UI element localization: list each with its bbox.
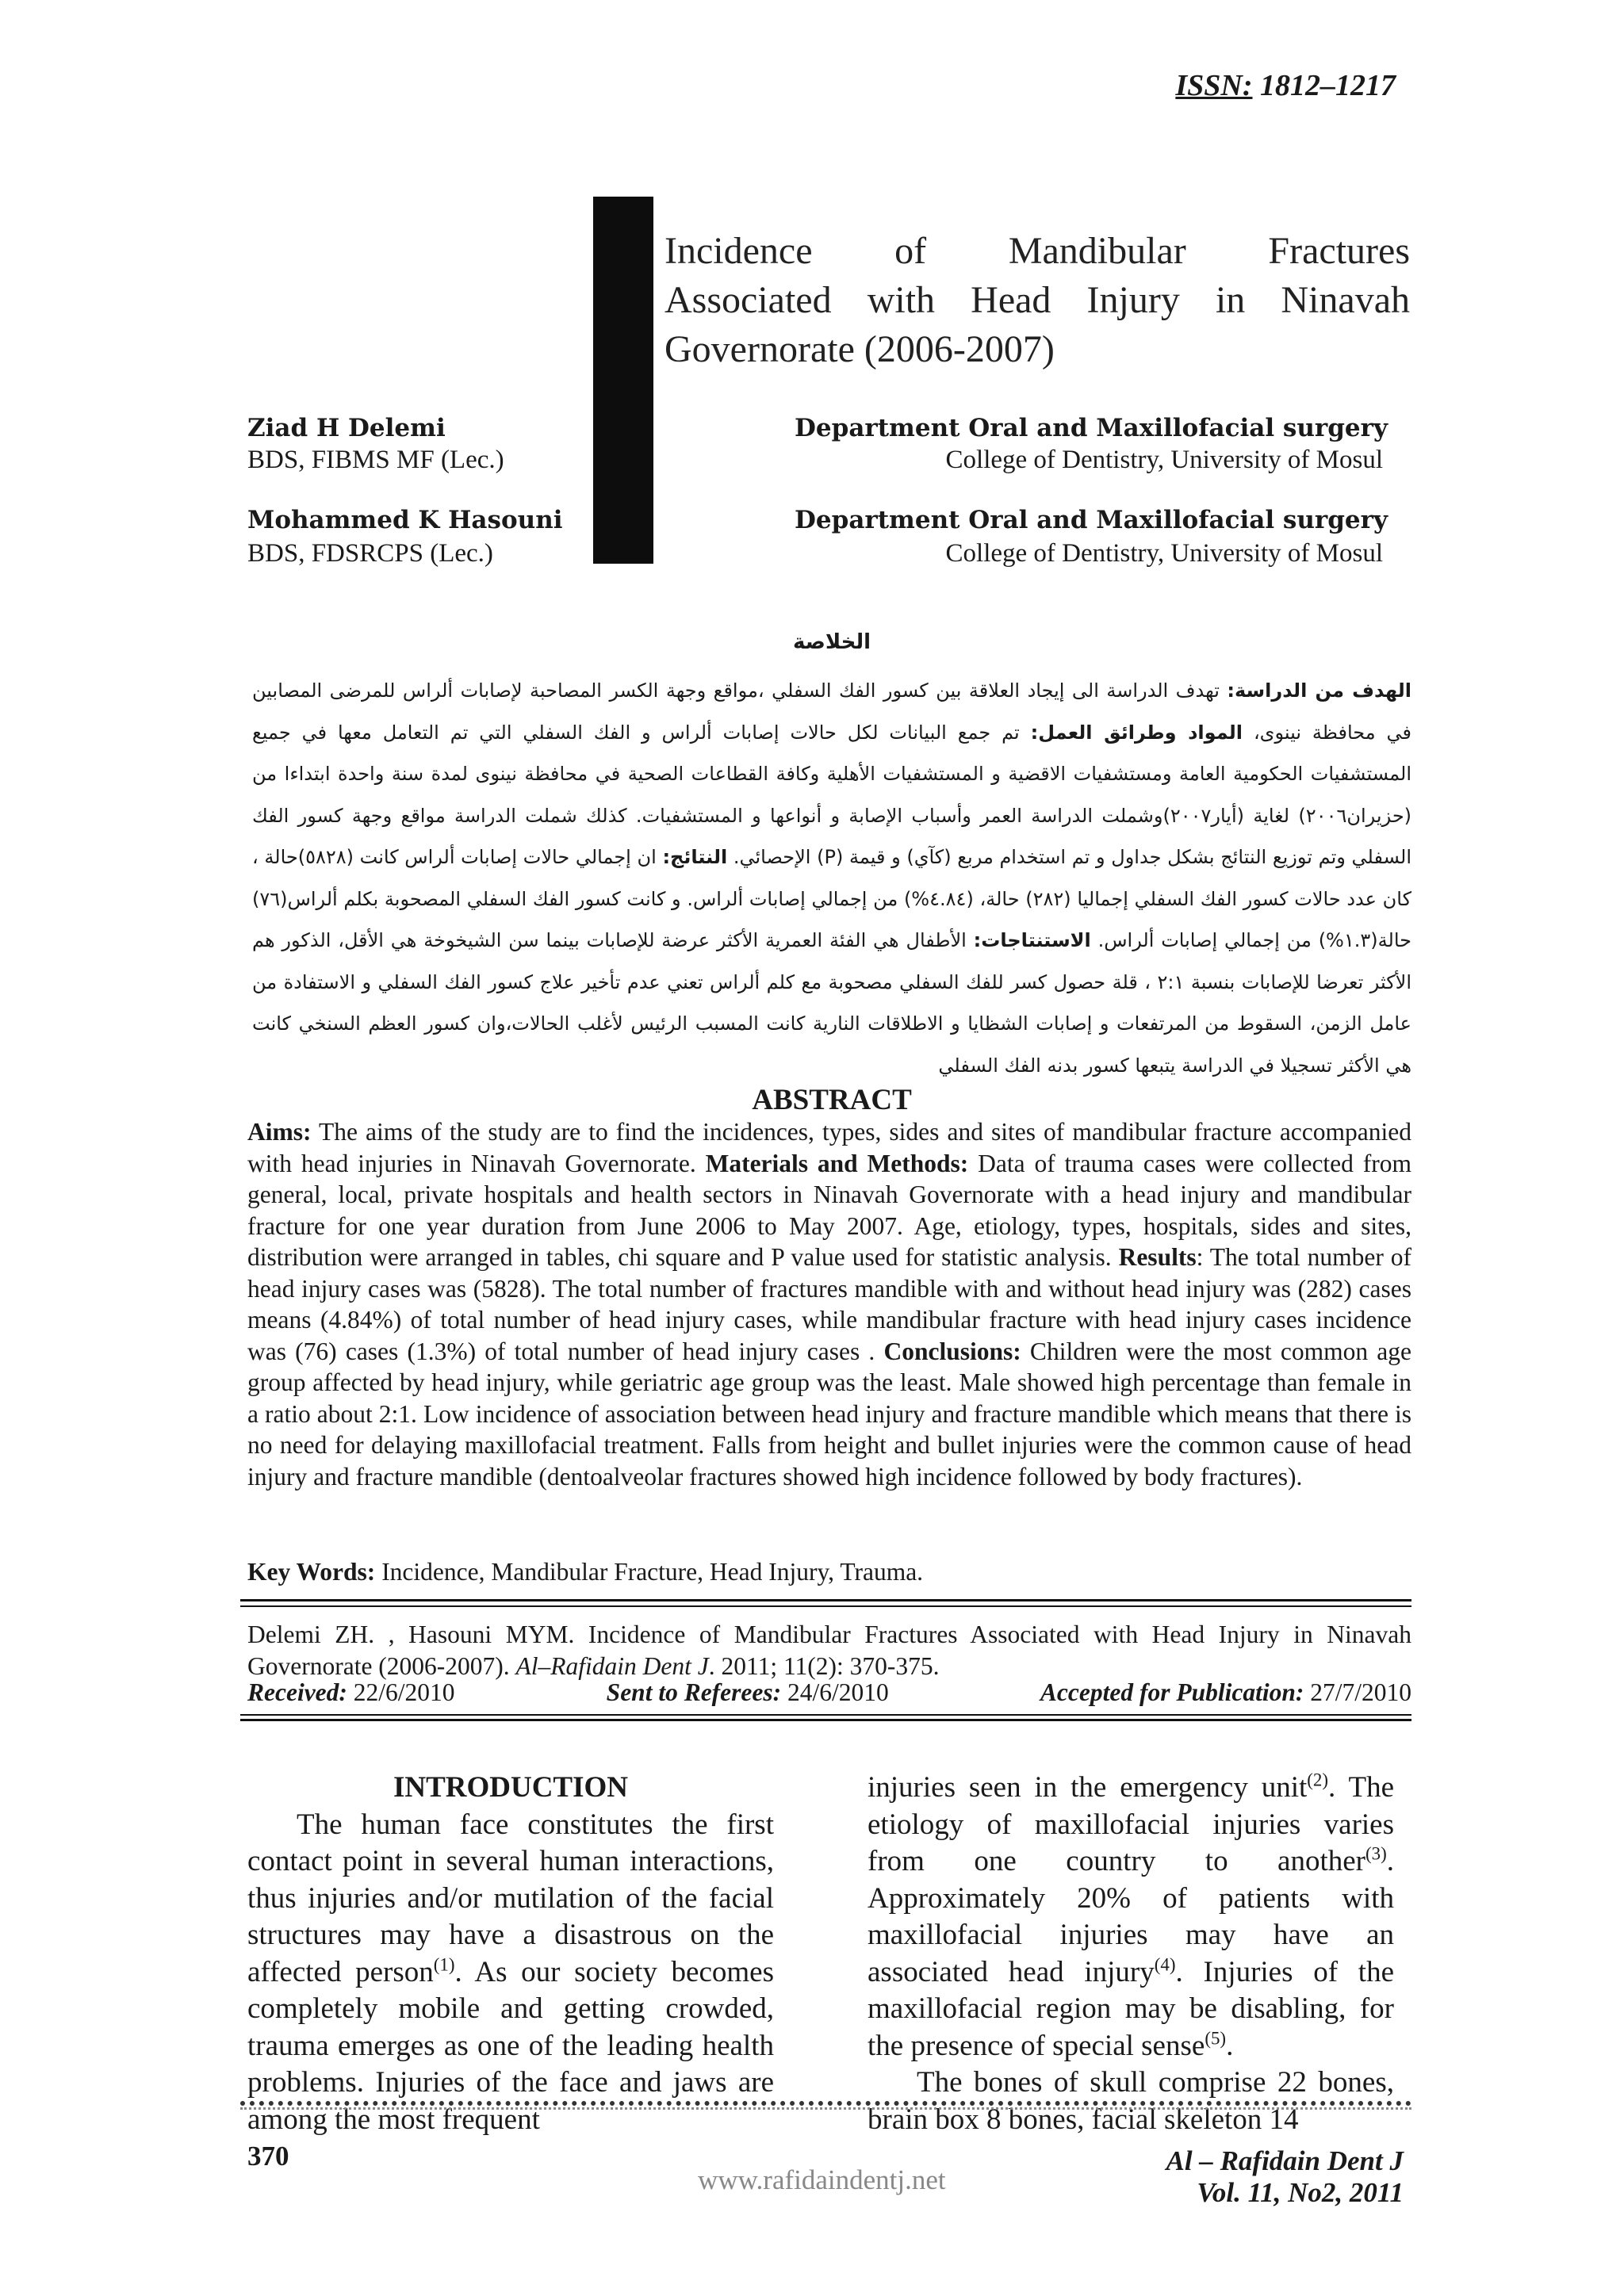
author-department: Department Oral and Maxillofacial surgery [795, 414, 1388, 442]
abstract-results-label: Results [1118, 1243, 1197, 1271]
abstract-methods-label: Materials and Methods: [705, 1149, 969, 1177]
citation-rule-top-thin [240, 1605, 1411, 1607]
abstract-aims-text: The aims of the study are to find the incidences, types, sides and sites of mandibular fracture accompanied with head injuries in Ninavah Governorate. [247, 1118, 1411, 1177]
intro-text: . The etiology of maxillofacial injuries varies from one country to another [868, 1771, 1394, 1877]
footer-divider [240, 2101, 1411, 2106]
reference-marker: (4) [1154, 1954, 1176, 1975]
arabic-methods-text: تم جمع البيانات لكل حالات إصابات ألراس و الفك السفلي التي تم التعامل معها في جميع المستشفيات الحكومية العامة ومستشفيات الاقضية و المستشفيات الأهلية وكافة القطاعات الصحية في محافظة نينوى لمدة سنة واحدة ابتداءا من (حزيران٢٠٠٦) لغاية (أيار٢٠٠٧)وشملت الدراسة العمر وأسباب الإصابة و أنواعها و المستشفيات. كذلك شملت الدراسة مواقع وجهة كسور الفك السفلي وتم توزيع النتائج بشكل جداول و تم استخدام مربع (كآي) و قيمة (P) الإحصائي. [252, 721, 1412, 868]
intro-paragraph [247, 1807, 774, 2139]
page-number: 370 [247, 2141, 289, 2172]
citation-rule-top [240, 1599, 1411, 1601]
abstract-aims-label: Aims: [247, 1118, 312, 1146]
intro-paragraph: The bones of skull comprise 22 bones, brain box 8 bones, facial skeleton 14 [868, 2066, 1394, 2136]
sent-value: 24/6/2010 [781, 1678, 889, 1706]
footer-divider-secondary [240, 2107, 1411, 2110]
accepted-date [1040, 1678, 1411, 1707]
publication-dates [247, 1678, 1411, 1707]
author-name: Ziad H Delemi [247, 414, 446, 442]
title-line: Governorate (2006-2007) [665, 328, 1055, 370]
citation-text: Delemi ZH. , Hasouni MYM. Incidence of Mandibular Fractures Associated with Head Injury in Ninavah Governorate (2006-2007). [247, 1621, 1411, 1680]
issn-value: 1812–1217 [1252, 69, 1396, 102]
intro-text: injuries seen in the emergency unit [868, 1771, 1308, 1804]
author-credentials: BDS, FIBMS MF (Lec.) [247, 446, 504, 474]
keywords [247, 1556, 1411, 1588]
keywords-label: Key Words: [247, 1558, 376, 1586]
abstract-body [247, 1116, 1411, 1492]
sent-date [607, 1678, 889, 1707]
journal-website: www.rafidaindentj.net [698, 2164, 946, 2195]
reference-marker: (2) [1307, 1770, 1329, 1790]
author-department: Department Oral and Maxillofacial surgery [795, 506, 1388, 534]
citation-rule-bottom-thin [240, 1714, 1411, 1716]
author-credentials: BDS, FDSRCPS (Lec.) [247, 539, 493, 568]
issn-label: ISSN: [1175, 69, 1253, 102]
arabic-results-label: النتائج: [662, 846, 728, 868]
title-line: Incidence of Mandibular Fractures [665, 230, 1410, 272]
intro-text: . As our society becomes completely mobile and getting crowded, trauma emerges as one of the leading health problems. Injuries of the face and jaws are among the most frequent [247, 1955, 774, 2136]
reference-marker: (1) [433, 1954, 455, 1975]
introduction-heading: INTRODUCTION [393, 1771, 629, 1804]
citation-details: . 2011; 11(2): 370-375. [708, 1651, 940, 1680]
arabic-aims-label: الهدف من الدراسة: [1227, 679, 1411, 702]
reference-marker: (3) [1365, 1843, 1387, 1864]
title-line: Associated with Head Injury in Ninavah [665, 279, 1410, 321]
arabic-conclusions-label: الاستنتاجات: [973, 929, 1091, 951]
intro-text: . Approximately 20% of patients with maxillofacial injuries may have an associated head injury [868, 1845, 1394, 1988]
arabic-aims-text: تهدف الدراسة الى إيجاد العلاقة بين كسور الفك السفلي ،مواقع وجهة الكسر المصاحبة لإصابات ألراس للمرضى المصابين في محافظة نينوى، [252, 679, 1411, 744]
journal-volume: Vol. 11, No2, 2011 [1197, 2177, 1404, 2208]
author-college: College of Dentistry, University of Mosul [945, 539, 1383, 568]
issn [1126, 68, 1396, 103]
abstract-heading: ABSTRACT [752, 1084, 912, 1116]
author-name: Mohammed K Hasouni [247, 506, 563, 534]
arabic-abstract [252, 670, 1411, 1086]
arabic-abstract-heading: الخلاصة [792, 630, 871, 654]
arabic-results-text: ان إجمالي حالات إصابات ألراس كانت (٥٨٢٨)حالة ، كان عدد حالات كسور الفك السفلي إجماليا (٢٨٢) حالة، (٤.٨٤%) من إجمالي إصابات ألراس. و كانت كسور الفك السفلي المصحوبة بكلم ألراس(٧٦) حالة(١.٣%) من إجمالي إصابات ألراس. [252, 846, 1412, 951]
accepted-label: Accepted for Publication: [1040, 1678, 1304, 1706]
citation [247, 1619, 1411, 1682]
citation-rule-bottom [240, 1719, 1411, 1721]
received-label: Received: [247, 1678, 347, 1706]
paper-title [665, 227, 1410, 374]
abstract-methods-text: Data of trauma cases were collected from general, local, private hospitals and health sectors in Ninavah Governorate with a head injury and mandibular fracture for one year duration from June 2006 to May 2007. Age, etiology, types, hospitals, sides and sites, distribution were arranged in tables, chi square and P value used for statistic analysis. [247, 1149, 1411, 1271]
abstract-conclusions-label: Conclusions: [883, 1337, 1021, 1365]
accepted-value: 27/7/2010 [1304, 1678, 1411, 1706]
received-date [247, 1678, 455, 1707]
arabic-methods-label: المواد وطرائق العمل: [1030, 721, 1243, 744]
journal-name: Al – Rafidain Dent J [1166, 2145, 1404, 2176]
intro-column-right [868, 1770, 1394, 2138]
abstract-conclusions-text: Children were the most common age group affected by head injury, while geriatric age group was the least. Male showed high percentage than female in a ratio about 2:1. Low incidence of association between head injury and fracture mandible which means that there is no need for delaying maxillofacial treatment. Falls from height and bullet injuries were the common cause of head injury and fracture mandible (dentoalveolar fractures showed high incidence followed by body fractures). [247, 1337, 1411, 1490]
abstract-results-text: : The total number of head injury cases was (5828). The total number of fractures mandible with and without head injury was (282) cases means (4.84%) of total number of head injury cases, while mandibular fracture with head injury cases incidence was (76) cases (1.3%) of total number of head injury cases . [247, 1243, 1411, 1365]
citation-journal: Al–Rafidain Dent J [515, 1651, 709, 1680]
sent-label: Sent to Referees: [606, 1678, 782, 1706]
intro-text: The human face constitutes the first contact point in several human interactions, thus injuries and/or mutilation of the facial structures may have a disastrous on the affected person [247, 1808, 774, 1988]
keywords-text: Incidence, Mandibular Fracture, Head Injury, Trauma. [375, 1558, 924, 1586]
author-college: College of Dentistry, University of Mosul [945, 446, 1383, 474]
intro-text: . [1226, 2029, 1234, 2062]
journal-info [1094, 2145, 1404, 2209]
received-value: 22/6/2010 [347, 1678, 455, 1706]
arabic-conclusions-text: الأطفال هي الفئة العمرية الأكثر عرضة للإصابات بينما سن الشيخوخة هي الأقل، الذكور هم الأكثر تعرضا للإصابات بنسبة ٢:١ ، قلة حصول كسر للفك السفلي مصحوبة مع كلم ألراس تعني عدم تأخير علاج كسور الفك السفلي و الاستفادة من عامل الزمن، السقوط من المرتفعات و إصابات الشظايا و الاطلاقات النارية كانت المسبب الرئيس لأغلب الحالات،وان كسور العظم السنخي كانت هي الأكثر تسجيلا في الدراسة يتبعها كسور بدنه الفك السفلي [252, 929, 1412, 1077]
intro-text: . Injuries of the maxillofacial region may be disabling, for the presence of special sense [868, 1955, 1394, 2062]
decorative-black-bar [593, 197, 653, 564]
intro-column-left [247, 1770, 774, 2138]
reference-marker: (5) [1205, 2028, 1227, 2049]
intro-paragraph [868, 1770, 1394, 2064]
